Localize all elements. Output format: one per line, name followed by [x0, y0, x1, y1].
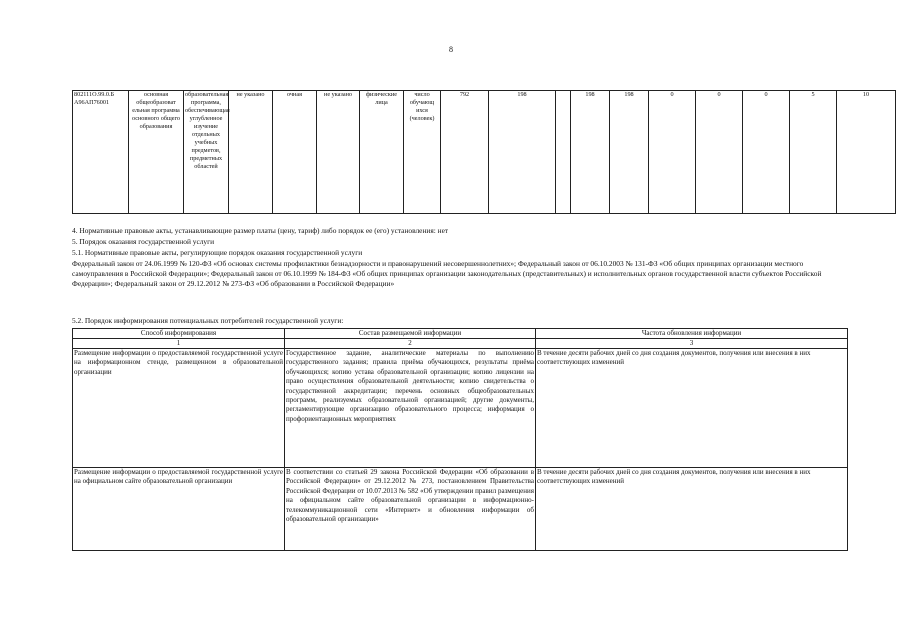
column-number: 3 — [536, 339, 848, 349]
table-cell: Размещение информации о предоставляемой государственной услуге на информационном стенде, размещенном в образовательной организации — [73, 349, 285, 468]
table-row — [73, 349, 848, 468]
table-cell — [556, 91, 571, 214]
paragraph-5-1: 5.1. Нормативные правовые акты, регулирующие порядок оказания государственной услуги — [72, 248, 363, 257]
table-row — [73, 91, 896, 214]
table-cell: 5 — [790, 91, 837, 214]
paragraph-5-2: 5.2. Порядок информирования потенциальных потребителей государственной услуги: — [72, 316, 344, 325]
table-cell: 198 — [489, 91, 556, 214]
table-cell: В соответствии со статьей 29 закона Российской Федерации «Об образовании в Российской Федерации» от 29.12.2012 № 273, постановлением Правительства Российской Федерации от 10.07.2013 № 582 «Об утверждении правил размещения на официальном сайте образовательной организации в информационно-телекоммуникационной сети «Интернет» и обновления информации об образовательной организации» — [285, 468, 536, 551]
column-header: Способ информирования — [73, 329, 285, 339]
column-header: Частота обновления информации — [536, 329, 848, 339]
table-cell: 0 — [696, 91, 743, 214]
table-cell: Государственное задание, аналитические материалы по выполнению государственного задания; правила приёма обучающихся, результаты приёма обучающихся; копию устава образовательной организации; копию лицензии на право осуществления образовательной деятельности; копию свидетельства о государственной аккредитации; перечень основных общеобразовательных программ, реализуемых образовательной организацией; другие документы, регламентирующие организацию образовательного процесса; информация о профориентационных мероприятиях — [285, 349, 536, 468]
table-cell: образовательная программа, обеспечивающая углубленное изучение отдельных учебных предметов, предметных областей — [184, 91, 229, 214]
column-number: 1 — [73, 339, 285, 349]
table-cell: основная общеобразоват ельная программа основного общего образования — [129, 91, 184, 214]
page-number: 8 — [449, 45, 453, 54]
table-cell: 802111О.99.0.Б А96АП76001 — [73, 91, 129, 214]
table-cell: 10 — [837, 91, 896, 214]
table-cell: 0 — [649, 91, 696, 214]
table-cell: 198 — [610, 91, 649, 214]
table-cell: не указано — [229, 91, 273, 214]
table-cell: 198 — [571, 91, 610, 214]
table-cell: 792 — [441, 91, 489, 214]
table-row — [73, 468, 848, 551]
table-cell: не указано — [317, 91, 360, 214]
table-cell: число обучающ ихся (человек) — [404, 91, 441, 214]
table-cell: физические лица — [360, 91, 404, 214]
table-cell: 0 — [743, 91, 790, 214]
table-header-row — [73, 329, 848, 339]
paragraph-4: 4. Нормативные правовые акты, устанавливающие размер платы (цену, тариф) либо порядок ее (его) установления: нет — [72, 226, 449, 235]
paragraph-5: 5. Порядок оказания государственной услуги — [72, 237, 215, 246]
table-cell: В течение десяти рабочих дней со дня создания документов, получения или внесения в них соответствующих изменений — [536, 349, 848, 468]
informing-table — [72, 328, 848, 551]
table-cell: Размещение информации о предоставляемой государственной услуге на официальном сайте образовательной организации — [73, 468, 285, 551]
indicators-table — [72, 90, 896, 214]
table-number-row — [73, 339, 848, 349]
column-header: Состав размещаемой информации — [285, 329, 536, 339]
table-cell: В течение десяти рабочих дней со дня создания документов, получения или внесения в них соответствующих изменений — [536, 468, 848, 551]
paragraph-5-1-body: Федеральный закон от 24.06.1999 № 120-ФЗ «Об основах системы профилактики безнадзорности и правонарушений несовершеннолетних»; Федеральный закон от 06.10.2003 № 131-ФЗ «Об общих принципах организации местного самоуправления в Российской Федерации»; Федеральный закон от 06.10.1999 № 184-ФЗ «Об общих принципах организации законодательных (представительных) и исполнительных органов государственной власти субъектов Российской Федерации»; Федеральный закон от 29.12.2012 № 273-ФЗ «Об образовании в Российской Федерации» — [72, 259, 822, 288]
column-number: 2 — [285, 339, 536, 349]
table-cell: очная — [273, 91, 317, 214]
